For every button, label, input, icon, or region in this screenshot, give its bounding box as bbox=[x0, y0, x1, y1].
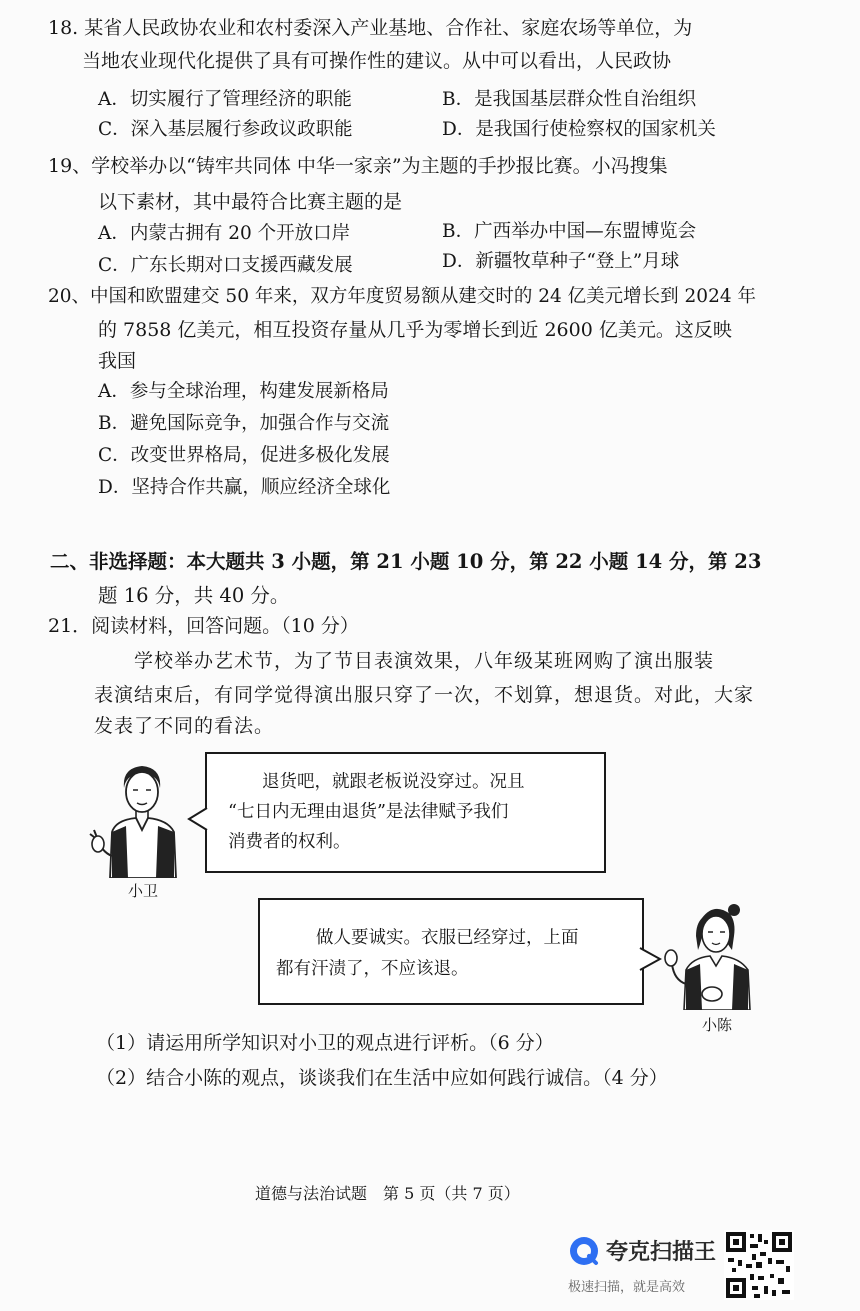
q20-option-a: A．参与全球治理，构建发展新格局 bbox=[98, 381, 389, 402]
q21-title: 21．阅读材料，回答问题。（10 分） bbox=[48, 615, 359, 637]
q21-material-line1: 学校举办艺术节，为了节目表演效果，八年级某班网购了演出服装 bbox=[134, 650, 715, 672]
section2-heading-line2: 题 16 分，共 40 分。 bbox=[98, 584, 290, 607]
bubble1-line2: “七日内无理由退货”是法律赋予我们 bbox=[228, 802, 509, 822]
bubble-pointer-right bbox=[638, 946, 662, 972]
watermark-slogan: 极速扫描，就是高效 bbox=[568, 1280, 686, 1295]
bubble2-line2: 都有汗渍了，不应该退。 bbox=[276, 959, 469, 979]
q20-option-b: B．避免国际竞争，加强合作与交流 bbox=[98, 413, 390, 434]
q18-line1: 18. 某省人民政协农业和农村委深入产业基地、合作社、家庭农场等单位，为 bbox=[48, 17, 693, 39]
q19-line2: 以下素材，其中最符合比赛主题的是 bbox=[98, 191, 403, 213]
q21-material-line2: 表演结束后，有同学觉得演出服只穿了一次，不划算，想退货。对此，大家 bbox=[94, 684, 755, 706]
q19-line1: 19、学校举办以“铸牢共同体 中华一家亲”为主题的手抄报比赛。小冯搜集 bbox=[48, 155, 668, 177]
scanner-watermark bbox=[562, 1226, 852, 1302]
q19-option-a: A．内蒙古拥有 20 个开放口岸 bbox=[98, 223, 351, 244]
q19-option-b: B．广西举办中国—东盟博览会 bbox=[442, 221, 697, 242]
watermark-brand: 夸克扫描王 bbox=[606, 1240, 717, 1265]
q18-option-b: B．是我国基层群众性自治组织 bbox=[442, 89, 697, 110]
q21-material-line3: 发表了不同的看法。 bbox=[94, 715, 275, 737]
bubble-pointer-left bbox=[187, 806, 209, 832]
q20-option-d: D．坚持合作共赢，顺应经济全球化 bbox=[98, 477, 391, 498]
student-girl-illustration bbox=[662, 900, 768, 1010]
person-label-xiaochen: 小陈 bbox=[702, 1016, 733, 1034]
section2-heading-line1: 二、非选择题：本大题共 3 小题，第 21 小题 10 分，第 22 小题 14 分，第 23 bbox=[50, 550, 762, 573]
person-label-xiaowei: 小卫 bbox=[128, 882, 159, 900]
q18-option-d: D．是我国行使检察权的国家机关 bbox=[442, 119, 716, 140]
q20-line3: 我国 bbox=[98, 350, 137, 372]
q18-option-a: A．切实履行了管理经济的职能 bbox=[98, 89, 352, 110]
q21-subquestion-2: （2）结合小陈的观点，谈谈我们在生活中应如何践行诚信。（4 分） bbox=[96, 1067, 668, 1089]
speech-bubble-xiaochen bbox=[258, 898, 644, 1005]
q19-option-d: D．新疆牧草种子“登上”月球 bbox=[442, 251, 680, 272]
bubble1-line1: 退货吧，就跟老板说没穿过。况且 bbox=[262, 772, 525, 792]
student-boy-illustration bbox=[86, 760, 196, 878]
quark-logo-icon bbox=[568, 1235, 600, 1267]
q18-line2: 当地农业现代化提供了具有可操作性的建议。从中可以看出，人民政协 bbox=[82, 50, 672, 72]
q18-option-c: C．深入基层履行参政议政职能 bbox=[98, 119, 353, 140]
bubble1-line3: 消费者的权利。 bbox=[228, 832, 351, 852]
bubble2-line1: 做人要诚实。衣服已经穿过，上面 bbox=[316, 928, 579, 948]
q20-line1: 20、中国和欧盟建交 50 年来，双方年度贸易额从建交时的 24 亿美元增长到 2024 年 bbox=[48, 286, 756, 307]
q20-line2: 的 7858 亿美元，相互投资存量从几乎为零增长到近 2600 亿美元。这反映 bbox=[98, 319, 732, 341]
q21-subquestion-1: （1）请运用所学知识对小卫的观点进行评析。（6 分） bbox=[96, 1032, 554, 1054]
q19-option-c: C．广东长期对口支援西藏发展 bbox=[98, 255, 353, 276]
qr-code-icon bbox=[724, 1230, 794, 1300]
q20-option-c: C．改变世界格局，促进多极化发展 bbox=[98, 445, 390, 466]
page-footer: 道德与法治试题 第 5 页（共 7 页） bbox=[255, 1184, 520, 1203]
